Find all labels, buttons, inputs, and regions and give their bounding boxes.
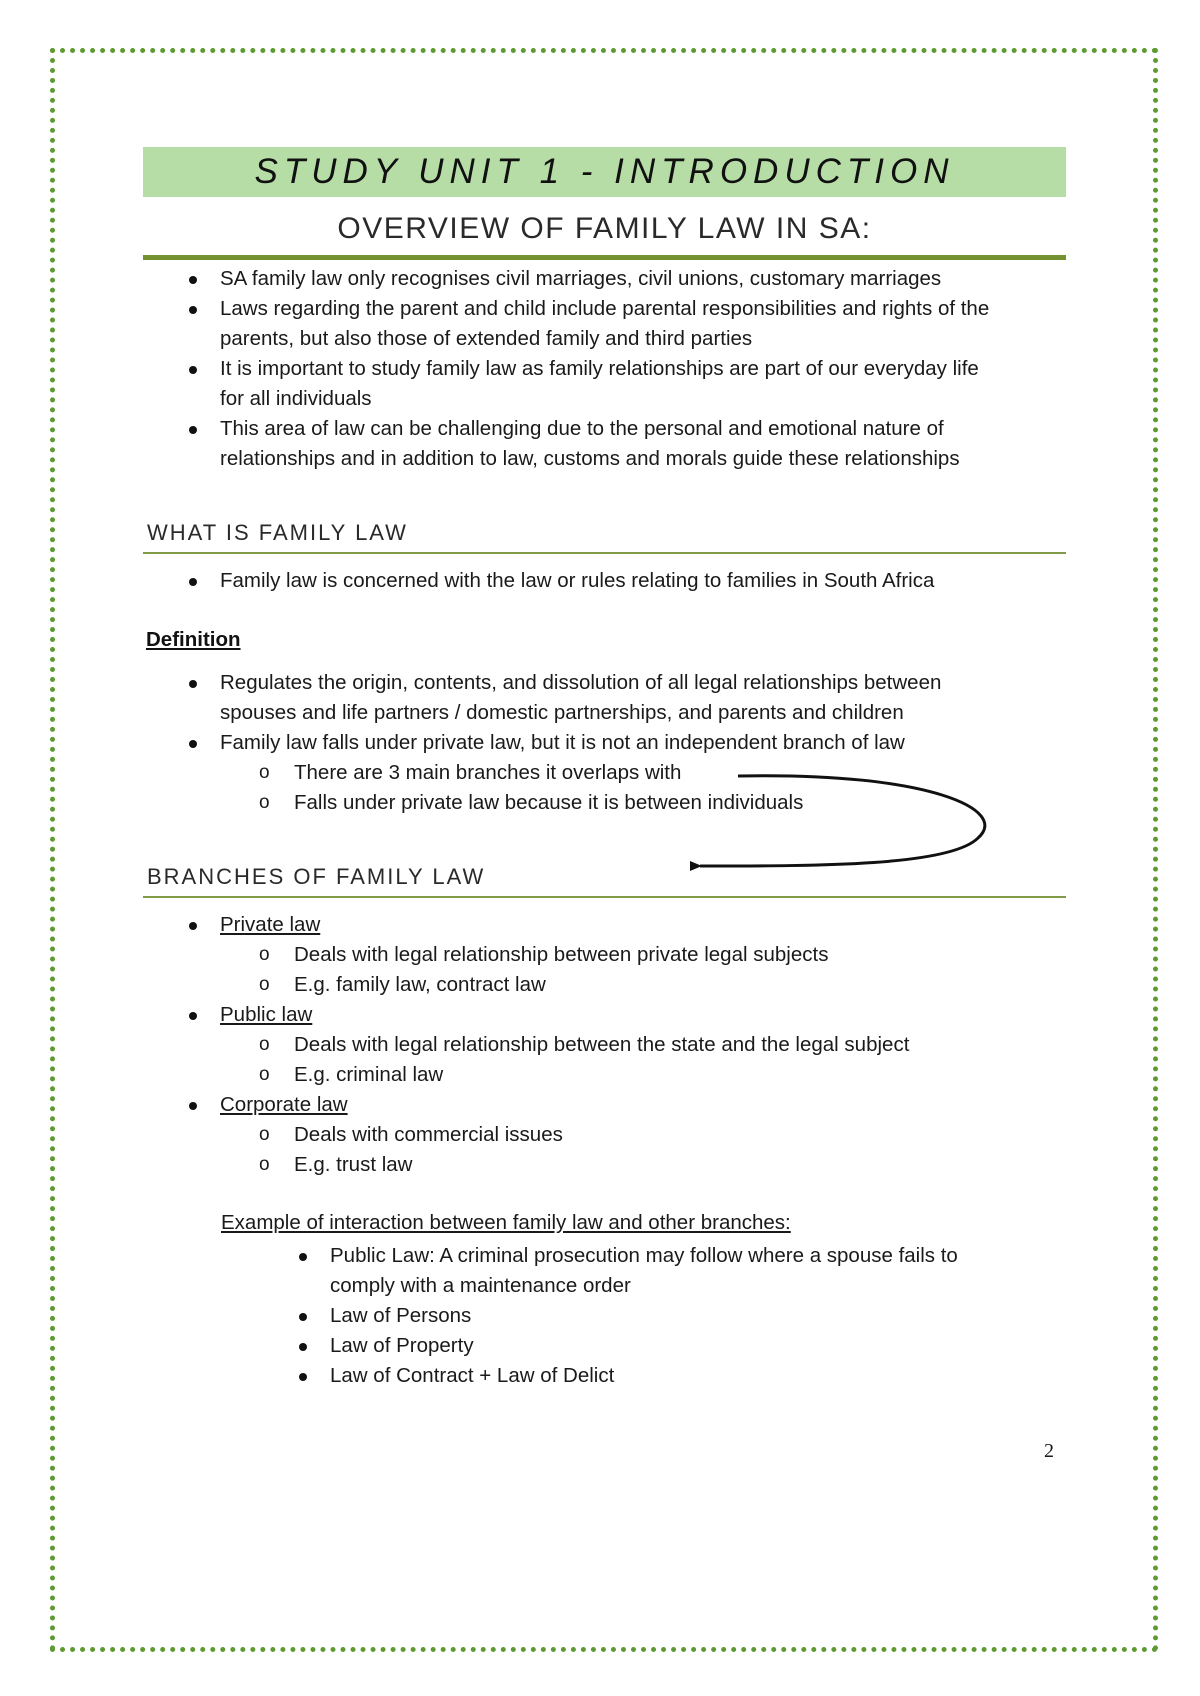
overview-heading: OVERVIEW OF FAMILY LAW IN SA:	[337, 212, 872, 245]
section-heading-branches: BRANCHES OF FAMILY LAW	[147, 864, 486, 889]
list-item: Regulates the origin, contents, and dissolution of all legal relationships between spouses and life partners / domestic partnerships, and parents and children	[220, 668, 941, 728]
list-item: Public Law: A criminal prosecution may follow where a spouse fails to comply with a maintenance order	[330, 1241, 958, 1301]
definition-label: Definition	[146, 628, 241, 651]
private-law-sublist	[294, 940, 828, 1000]
sub-list-item: o Deals with commercial issues	[294, 1120, 563, 1150]
public-law-list	[220, 1000, 312, 1030]
example-list	[330, 1241, 958, 1391]
sub-list-item: o Deals with legal relationship between private legal subjects	[294, 940, 828, 970]
list-item: Family law falls under private law, but it is not an independent branch of law	[220, 728, 941, 758]
list-item: Family law is concerned with the law or rules relating to families in South Africa	[220, 566, 934, 596]
list-item-corporate-law: Corporate law	[220, 1090, 348, 1120]
sub-list-item: o Falls under private law because it is between individuals	[294, 788, 803, 818]
list-item: Law of Persons	[330, 1301, 958, 1331]
sub-list-item: o E.g. trust law	[294, 1150, 563, 1180]
page-number: 2	[1044, 1440, 1054, 1462]
example-label: Example of interaction between family law and other branches:	[221, 1211, 791, 1234]
section-rule	[143, 896, 1066, 898]
sub-list-item: o Deals with legal relationship between the state and the legal subject	[294, 1030, 909, 1060]
sub-list-item: o E.g. criminal law	[294, 1060, 909, 1090]
list-item-private-law: Private law	[220, 910, 320, 940]
sub-list-item: o E.g. family law, contract law	[294, 970, 828, 1000]
list-item-public-law: Public law	[220, 1000, 312, 1030]
corporate-law-list	[220, 1090, 348, 1120]
public-law-sublist	[294, 1030, 909, 1090]
list-item: Law of Property	[330, 1331, 958, 1361]
list-item: It is important to study family law as family relationships are part of our everyday life for all individuals	[220, 354, 989, 414]
corporate-law-sublist	[294, 1120, 563, 1180]
page-title: STUDY UNIT 1 - INTRODUCTION	[254, 152, 955, 191]
list-item: Law of Contract + Law of Delict	[330, 1361, 958, 1391]
private-law-list	[220, 910, 320, 940]
list-item: SA family law only recognises civil marriages, civil unions, customary marriages	[220, 264, 989, 294]
list-item: Laws regarding the parent and child include parental responsibilities and rights of the parents, but also those of extended family and third parties	[220, 294, 989, 354]
sub-list-item: o There are 3 main branches it overlaps with	[294, 758, 803, 788]
list-item: This area of law can be challenging due to the personal and emotional nature of relationships and in addition to law, customs and morals guide these relationships	[220, 414, 989, 474]
section-heading-what-is: WHAT IS FAMILY LAW	[147, 520, 408, 545]
